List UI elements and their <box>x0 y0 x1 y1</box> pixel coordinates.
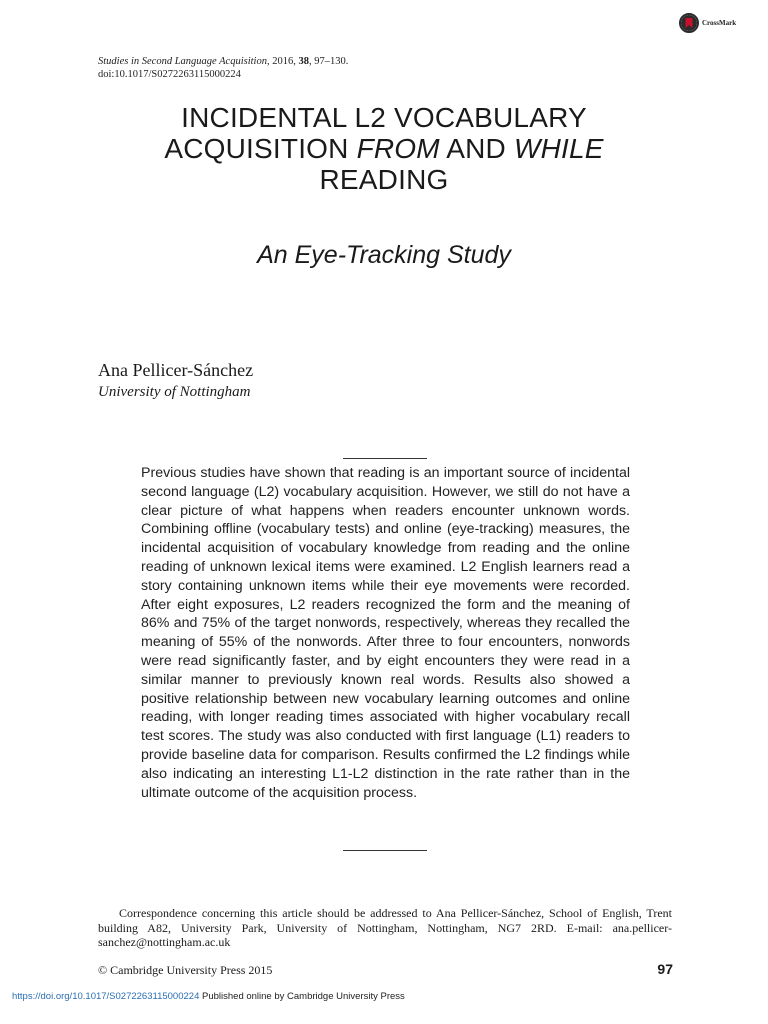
crossmark-badge[interactable] <box>679 12 749 34</box>
title-word-from: FROM <box>356 133 440 164</box>
abstract-text: Previous studies have shown that reading is an important source of incidental second language (L2) vocabulary acquisition. However, we still do not have a clear picture of what happens when readers encounter unknown words. Combining offline (vocabulary tests) and online (eye-tracking) measures, the incidental acquisition of vocabulary knowledge from reading and the online reading of unknown lexical items were examined. L2 English learners read a story containing unknown items while their eye movements were recorded. After eight exposures, L2 readers recognized the form and the meaning of 86% and 75% of the target nonwords, respectively, whereas they recalled the meaning of 55% of the nonwords. After three to four encounters, nonwords were read significantly faster, and by eight encounters they were read in a similar manner to previously known real words. Results also showed a positive relationship between new vocabulary learning outcomes and online reading, with longer reading times associated with higher vocabulary recall test scores. The study was also conducted with first language (L1) readers to provide baseline data for comparison. Results confirmed the L2 findings while also indicating an interesting L1-L2 distinction in the rate rather than in the ultimate outcome of the acquisition process. <box>141 465 630 801</box>
abstract-bottom-rule <box>343 850 427 851</box>
doi-link[interactable]: https://doi.org/10.1017/S0272263115000224 <box>12 991 200 1002</box>
page-number: 97 <box>657 961 673 977</box>
title-line-2a: ACQUISITION <box>164 133 357 164</box>
journal-pages: , 97–130. <box>308 56 349 67</box>
title-word-while: WHILE <box>513 133 604 164</box>
title-line-2 <box>120 133 648 164</box>
journal-volume: 38 <box>298 56 309 67</box>
title-line-2c: AND <box>439 133 514 164</box>
author-name: Ana Pellicer-Sánchez <box>98 360 254 380</box>
journal-line <box>98 55 348 68</box>
crossmark-icon <box>679 13 699 33</box>
abstract-top-rule <box>343 458 427 459</box>
journal-name: Studies in Second Language Acquisition <box>98 56 267 67</box>
footer <box>12 991 405 1002</box>
title-line-3: READING <box>319 164 449 195</box>
article-title <box>120 102 648 195</box>
journal-doi: doi:10.1017/S0272263115000224 <box>98 69 241 80</box>
copyright-notice: © Cambridge University Press 2015 <box>98 963 273 977</box>
journal-year: , 2016, <box>266 56 299 67</box>
author-affiliation: University of Nottingham <box>98 384 251 400</box>
journal-citation <box>98 55 348 81</box>
published-online-text: Published online by Cambridge University Press <box>199 991 405 1002</box>
title-line-1: INCIDENTAL L2 VOCABULARY <box>181 102 587 133</box>
article-subtitle: An Eye-Tracking Study <box>257 241 511 269</box>
crossmark-label: CrossMark <box>702 19 737 27</box>
correspondence-note: Correspondence concerning this article should be addressed to Ana Pellicer-Sánchez, School of English, Trent building A82, University Park, University of Nottingham, Nottingham, NG7 2RD. E-mail: ana.pellicer-sanchez@nottingham.ac.uk <box>98 906 672 949</box>
